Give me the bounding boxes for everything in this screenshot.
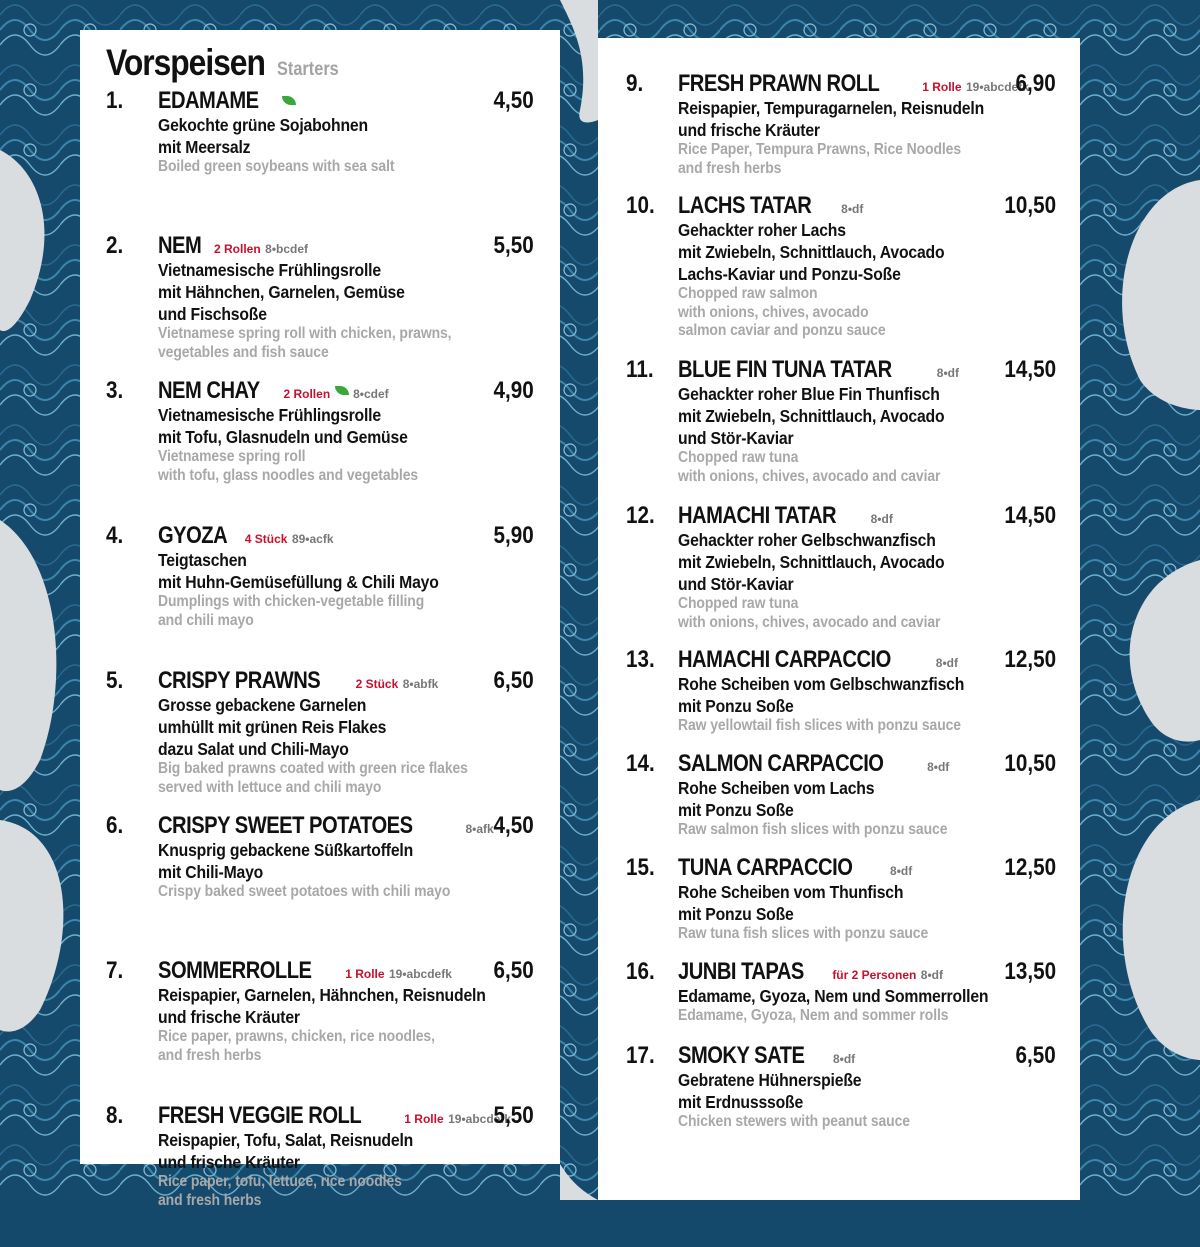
item-title-line xyxy=(158,87,534,114)
allergen-codes: 19•abcdefk xyxy=(389,967,452,981)
allergen-codes: 19•abcdefk xyxy=(966,80,1029,94)
allergen-codes: 8•df xyxy=(927,760,950,774)
item-title-line xyxy=(678,854,1056,881)
menu-item xyxy=(106,377,534,522)
item-price: 14,50 xyxy=(1004,356,1056,383)
item-price: 13,50 xyxy=(1004,958,1056,985)
item-name: LACHS TATAR xyxy=(678,192,812,219)
item-portion-tag: 2 Rollen xyxy=(283,387,331,401)
item-title-line xyxy=(678,958,1056,985)
item-description-german: Gebratene Hühnerspieße mit Erdnusssoße xyxy=(678,1070,862,1112)
allergen-codes: 8•df xyxy=(870,512,893,526)
item-portion-tag: 2 Rollen xyxy=(214,242,261,256)
item-title-line xyxy=(158,232,534,259)
item-number: 3. xyxy=(106,377,124,404)
item-price: 12,50 xyxy=(1004,646,1056,673)
item-description-english: Rice paper, tofu, lettuce, rice noodles and fresh herbs xyxy=(158,1173,402,1209)
item-title-line xyxy=(158,667,534,694)
allergen-codes: 8•df xyxy=(935,656,958,670)
section-title: Vorspeisen xyxy=(106,42,265,83)
item-number: 16. xyxy=(626,958,655,985)
item-price: 12,50 xyxy=(1004,854,1056,881)
section-subtitle: Starters xyxy=(277,59,339,80)
item-price: 10,50 xyxy=(1004,192,1056,219)
item-portion-tag: 1 Rolle xyxy=(922,80,962,94)
item-title-line xyxy=(158,377,534,404)
menu-item xyxy=(106,1102,534,1247)
item-name: SMOKY SATE xyxy=(678,1042,805,1069)
item-price: 5,90 xyxy=(493,522,534,549)
item-name: HAMACHI CARPACCIO xyxy=(678,646,891,673)
item-name: SALMON CARPACCIO xyxy=(678,750,884,777)
item-number: 5. xyxy=(106,667,124,694)
item-number: 9. xyxy=(626,70,644,97)
item-name: NEM xyxy=(158,232,202,259)
item-number: 10. xyxy=(626,192,655,219)
item-description-german: Vietnamesische Frühlingsrolle mit Hähnchen, Garnelen, Gemüse und Fischsoße xyxy=(158,260,405,324)
item-title-line xyxy=(158,957,534,984)
menu-item xyxy=(106,667,534,812)
item-title-line xyxy=(678,192,1056,219)
item-name: CRISPY SWEET POTATOES xyxy=(158,812,413,839)
item-description-english: Boiled green soybeans with sea salt xyxy=(158,158,395,175)
item-description-english: Raw tuna fish slices with ponzu sauce xyxy=(678,925,929,942)
menu-item xyxy=(106,232,534,377)
item-title-line xyxy=(158,812,534,839)
menu-item xyxy=(106,522,534,667)
allergen-codes: 8•abfk xyxy=(402,677,439,691)
menu-heading xyxy=(106,44,534,81)
item-number: 7. xyxy=(106,957,124,984)
item-description-german: Grosse gebackene Garnelen umhüllt mit grünen Reis Flakes dazu Salat und Chili-Mayo xyxy=(158,695,387,759)
item-name: BLUE FIN TUNA TATAR xyxy=(678,356,892,383)
allergen-codes: 8•df xyxy=(890,864,913,878)
item-name: SOMMERROLLE xyxy=(158,957,312,984)
item-number: 14. xyxy=(626,750,655,777)
item-portion-tag: 1 Rolle xyxy=(345,967,385,981)
item-name: GYOZA xyxy=(158,522,228,549)
item-price: 4,90 xyxy=(493,377,534,404)
item-price: 6,50 xyxy=(493,957,534,984)
item-name: TUNA CARPACCIO xyxy=(678,854,853,881)
allergen-codes: 8•afk xyxy=(465,822,494,836)
item-description-german: Gehackter roher Blue Fin Thunfisch mit Zwiebeln, Schnittlauch, Avocado und Stör-Kaviar xyxy=(678,384,945,448)
starters-menu-panel-continued xyxy=(598,38,1080,1200)
item-description-english: Vietnamese spring roll with tofu, glass noodles and vegetables xyxy=(158,448,419,484)
menu-item xyxy=(106,87,534,232)
item-title-line xyxy=(158,522,534,549)
item-number: 2. xyxy=(106,232,124,259)
left-item-list xyxy=(106,87,534,1247)
item-description-english: Chopped raw tuna with onions, chives, avocado and caviar xyxy=(678,595,941,631)
item-portion-tag: 1 Rolle xyxy=(404,1112,444,1126)
vegetarian-leaf-icon xyxy=(282,96,296,105)
allergen-codes: 19•abcdefk xyxy=(448,1112,511,1126)
item-price: 10,50 xyxy=(1004,750,1056,777)
item-description-english: Chopped raw tuna with onions, chives, avocado and caviar xyxy=(678,449,941,485)
item-description-german: Edamame, Gyoza, Nem und Sommerrollen xyxy=(678,986,989,1006)
item-name: FRESH VEGGIE ROLL xyxy=(158,1102,362,1129)
item-number: 1. xyxy=(106,87,124,114)
item-description-english: Raw salmon fish slices with ponzu sauce xyxy=(678,821,948,838)
item-number: 8. xyxy=(106,1102,124,1129)
item-price: 4,50 xyxy=(493,87,534,114)
item-name: FRESH PRAWN ROLL xyxy=(678,70,880,97)
item-portion-tag: für 2 Personen xyxy=(832,968,917,982)
item-title-line xyxy=(678,502,1056,529)
vegetarian-leaf-icon xyxy=(335,386,349,395)
item-price: 5,50 xyxy=(493,1102,534,1129)
item-description-english: Chopped raw salmon with onions, chives, avocado salmon caviar and ponzu sauce xyxy=(678,285,886,339)
item-name: JUNBI TAPAS xyxy=(678,958,804,985)
item-title-line xyxy=(678,1042,1056,1069)
item-name: EDAMAME xyxy=(158,87,259,114)
item-description-german: Reispapier, Tofu, Salat, Reisnudeln und frische Kräuter xyxy=(158,1130,414,1172)
item-title-line xyxy=(158,1102,534,1129)
menu-item xyxy=(106,812,534,957)
item-name: HAMACHI TATAR xyxy=(678,502,837,529)
item-description-german: Gekochte grüne Sojabohnen mit Meersalz xyxy=(158,115,368,157)
item-title-line xyxy=(678,750,1056,777)
item-price: 14,50 xyxy=(1004,502,1056,529)
allergen-codes: 8•cdef xyxy=(353,387,389,401)
item-price: 6,90 xyxy=(1015,70,1056,97)
item-description-german: Gehackter roher Lachs mit Zwiebeln, Schnittlauch, Avocado Lachs-Kaviar und Ponzu-Soße xyxy=(678,220,945,284)
menu-item xyxy=(106,957,534,1102)
item-description-german: Knusprig gebackene Süßkartoffeln mit Chili-Mayo xyxy=(158,840,414,882)
item-number: 15. xyxy=(626,854,655,881)
item-number: 13. xyxy=(626,646,655,673)
item-description-german: Rohe Scheiben vom Gelbschwanzfisch mit Ponzu Soße xyxy=(678,674,965,716)
item-description-german: Teigtaschen mit Huhn-Gemüsefüllung & Chili Mayo xyxy=(158,550,439,592)
item-description-english: Rice paper, prawns, chicken, rice noodles, and fresh herbs xyxy=(158,1028,435,1064)
item-price: 4,50 xyxy=(493,812,534,839)
item-description-english: Chicken stewers with peanut sauce xyxy=(678,1113,910,1130)
item-description-english: Crispy baked sweet potatoes with chili mayo xyxy=(158,883,451,900)
item-description-german: Rohe Scheiben vom Thunfisch mit Ponzu Soße xyxy=(678,882,904,924)
allergen-codes: 8•bcdef xyxy=(265,242,309,256)
item-number: 11. xyxy=(626,356,654,383)
allergen-codes: 8•df xyxy=(936,366,959,380)
item-number: 4. xyxy=(106,522,124,549)
item-portion-tag: 2 Stück xyxy=(355,677,399,691)
item-description-english: Raw yellowtail fish slices with ponzu sauce xyxy=(678,717,961,734)
item-number: 17. xyxy=(626,1042,655,1069)
allergen-codes: 89•acfk xyxy=(291,532,334,546)
allergen-codes: 8•df xyxy=(920,968,943,982)
allergen-codes: 8•df xyxy=(832,1052,856,1066)
item-description-english: Big baked prawns coated with green rice flakes served with lettuce and chili mayo xyxy=(158,760,468,796)
item-description-english: Vietnamese spring roll with chicken, prawns, vegetables and fish sauce xyxy=(158,325,452,361)
item-description-german: Gehackter roher Gelbschwanzfisch mit Zwiebeln, Schnittlauch, Avocado und Stör-Kaviar xyxy=(678,530,945,594)
allergen-codes: 8•df xyxy=(841,202,864,216)
item-description-german: Reispapier, Tempuragarnelen, Reisnudeln und frische Kräuter xyxy=(678,98,985,140)
item-title-line xyxy=(678,356,1056,383)
item-price: 6,50 xyxy=(1015,1042,1056,1069)
item-description-german: Reispapier, Garnelen, Hähnchen, Reisnudeln und frische Kräuter xyxy=(158,985,486,1027)
item-name: CRISPY PRAWNS xyxy=(158,667,321,694)
item-number: 6. xyxy=(106,812,124,839)
item-price: 6,50 xyxy=(493,667,534,694)
item-title-line xyxy=(678,646,1056,673)
item-description-german: Vietnamesische Frühlingsrolle mit Tofu, Glasnudeln und Gemüse xyxy=(158,405,408,447)
item-description-english: Edamame, Gyoza, Nem and sommer rolls xyxy=(678,1007,949,1024)
item-description-german: Rohe Scheiben vom Lachs mit Ponzu Soße xyxy=(678,778,875,820)
item-title-line xyxy=(678,70,1056,97)
item-description-english: Dumplings with chicken-vegetable filling and chili mayo xyxy=(158,593,425,629)
item-name: NEM CHAY xyxy=(158,377,260,404)
starters-menu-panel xyxy=(80,30,560,1209)
item-portion-tag: 4 Stück xyxy=(244,532,288,546)
item-number: 12. xyxy=(626,502,655,529)
item-price: 5,50 xyxy=(493,232,534,259)
item-description-english: Rice Paper, Tempura Prawns, Rice Noodles and fresh herbs xyxy=(678,141,962,177)
